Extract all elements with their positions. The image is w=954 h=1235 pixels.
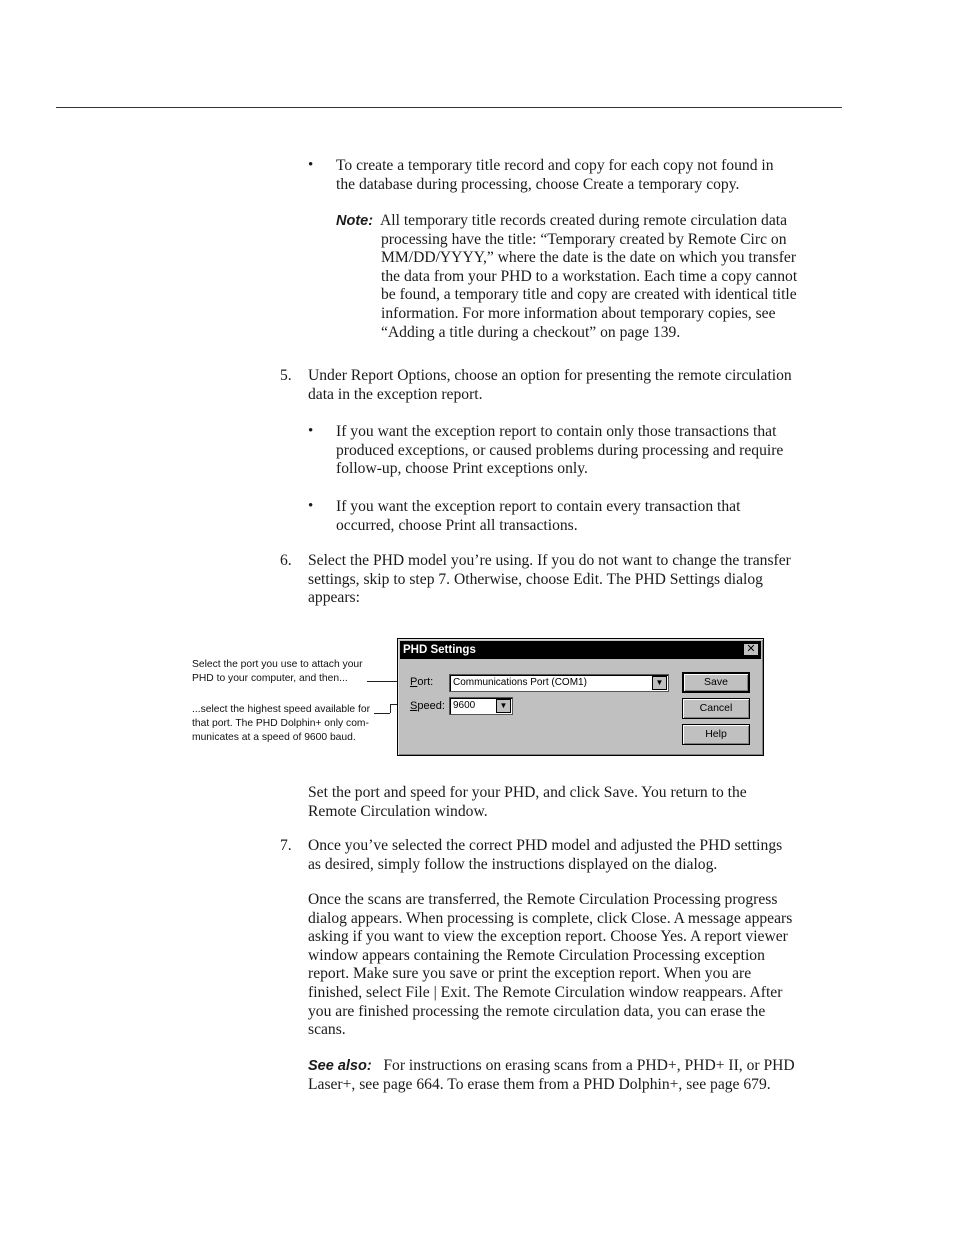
chevron-down-icon[interactable]: ▼ xyxy=(496,699,511,713)
cancel-button[interactable]: Cancel xyxy=(682,698,750,719)
after-dialog-text: Set the port and speed for your PHD, and click Save. You return to the Remote Circulation window. xyxy=(308,784,747,820)
see-also-block: See also: For instructions on erasing scans from a PHD+, PHD+ II, or PHD Laser+, see page 664. To erase them from a PHD Dolphin+, see page 679. xyxy=(308,1057,795,1093)
bullet-marker: • xyxy=(308,423,314,439)
note-line-7: “Adding a title during a checkout” on page 139. xyxy=(381,323,681,341)
phd-settings-dialog xyxy=(397,638,764,756)
step-6-number: 6. xyxy=(280,552,292,569)
bullet-text-temporary-copy: To create a temporary title record and copy for each copy not found in the database during processing, choose Create a temporary copy. xyxy=(336,157,774,193)
note-line-5: be found, a temporary title and copy are created with identical title xyxy=(381,286,797,304)
speed-select-value: 9600 xyxy=(453,700,476,711)
save-button[interactable]: Save xyxy=(682,672,750,693)
dialog-titlebar xyxy=(400,641,761,659)
callout-speed-leader-v xyxy=(390,704,391,713)
note-line-4: the data from your PHD to a workstation. Each time a copy cannot xyxy=(381,267,798,285)
note-line-2: processing have the title: “Temporary created by Remote Circ on xyxy=(381,230,787,248)
chevron-down-icon[interactable]: ▼ xyxy=(652,676,667,690)
bullet-text-exceptions-only: If you want the exception report to contain only those transactions that produced exceptions, or caused problems during processing and require follow-up, choose Print exceptions only. xyxy=(336,423,784,478)
dialog-title: PHD Settings xyxy=(403,644,476,656)
step-7-paragraph: Once the scans are transferred, the Remote Circulation Processing progress dialog appears. When processing is complete, click Close. A message appears asking if you want to view the exception report. Choose Yes. A report viewer window appears containing the Remote Circulation Processing exception report. Make sure you save or print the exception report. When you are finished, select File | Exit. The Remote Circulation window reappears. After you are finished processing the remote circulation data, you can erase the scans. xyxy=(308,891,793,1039)
note-line-1: All temporary title records created during remote circulation data xyxy=(380,212,787,229)
speed-label: Speed: xyxy=(410,700,445,712)
callout-speed-leader-h xyxy=(374,713,390,714)
help-button[interactable]: Help xyxy=(682,724,750,745)
bullet-marker: • xyxy=(308,157,314,173)
bullet-marker: • xyxy=(308,498,314,514)
step-5-text: Under Report Options, choose an option for presenting the remote circulation data in the exception report. xyxy=(308,367,792,403)
callout-speed: ...select the highest speed available for that port. The PHD Dolphin+ only com- municates at a speed of 9600 baud. xyxy=(192,704,371,744)
see-also-label: See also: xyxy=(308,1058,372,1074)
header-rule xyxy=(56,107,842,108)
note-line-3: MM/DD/YYYY,” where the date is the date on which you transfer xyxy=(381,249,797,267)
callout-port: Select the port you use to attach your PHD to your computer, and then... xyxy=(192,659,363,685)
step-7-text: Once you’ve selected the correct PHD model and adjusted the PHD settings as desired, simply follow the instructions displayed on the dialog. xyxy=(308,837,783,873)
port-label: Port: xyxy=(410,676,434,688)
note-line-6: information. For more information about temporary copies, see xyxy=(381,304,776,322)
note-label: Note: xyxy=(336,213,374,229)
speed-select[interactable] xyxy=(449,697,513,715)
bullet-text-all-transactions: If you want the exception report to contain every transaction that occurred, choose Print all transactions. xyxy=(336,498,741,534)
step-7-number: 7. xyxy=(280,837,292,854)
note-block xyxy=(336,212,846,342)
step-6-text: Select the PHD model you’re using. If you do not want to change the transfer settings, skip to step 7. Otherwise, choose Edit. The PHD Settings dialog appears: xyxy=(308,552,791,607)
close-icon[interactable]: ✕ xyxy=(743,643,759,656)
port-select[interactable] xyxy=(449,674,669,692)
step-5-number: 5. xyxy=(280,367,292,384)
port-select-value: Communications Port (COM1) xyxy=(453,677,587,688)
